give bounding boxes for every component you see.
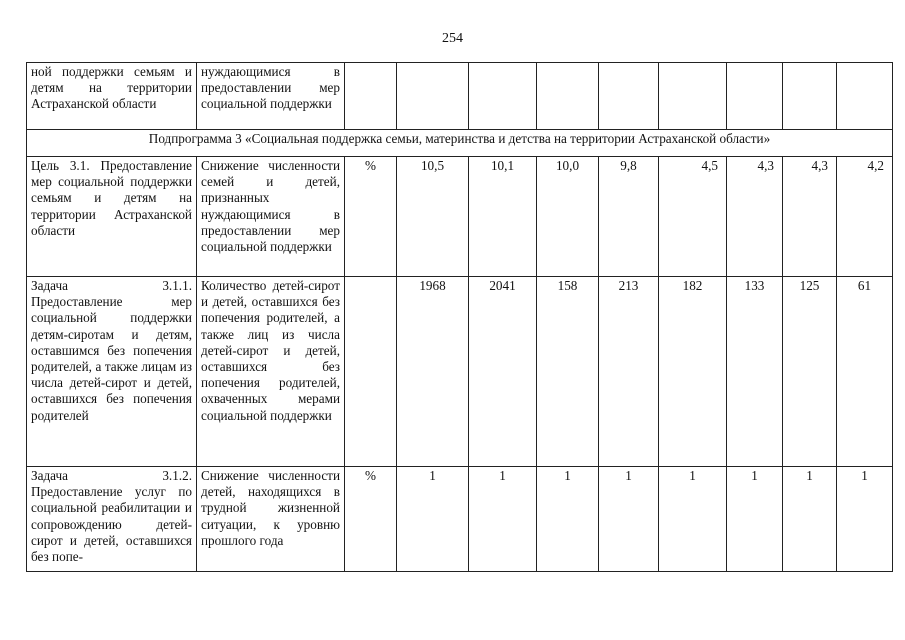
indicator-cell: Количество детей-сирот и детей, оставшихся без попечения родителей, а также лиц из числа детей-сирот и детей, оставшихся без попечения родителей, охваченных мерами социальной поддержки [197, 277, 345, 467]
value-cell [837, 63, 893, 130]
subprogram-row [27, 130, 893, 157]
indicator-cell: Снижение численности детей, находящихся в трудной жизненной ситуации, к уровню прошлого года [197, 467, 345, 572]
table-row [27, 467, 893, 572]
indicator-cell: нуждающимися в предоставлении мер социальной поддержки [197, 63, 345, 130]
value-cell: 125 [783, 277, 837, 467]
value-cell: 182 [659, 277, 727, 467]
value-cell: 61 [837, 277, 893, 467]
table-row [27, 63, 893, 130]
value-cell: 1968 [397, 277, 469, 467]
indicators-table [26, 62, 893, 572]
value-cell: 1 [659, 467, 727, 572]
value-cell: 4,3 [727, 157, 783, 277]
value-cell [659, 63, 727, 130]
value-cell: 10,5 [397, 157, 469, 277]
value-cell: 158 [537, 277, 599, 467]
page-number: 254 [442, 31, 463, 46]
value-cell: 1 [727, 467, 783, 572]
value-cell: 2041 [469, 277, 537, 467]
value-cell: 1 [837, 467, 893, 572]
unit-cell: % [345, 467, 397, 572]
value-cell: 4,5 [659, 157, 727, 277]
value-cell: 4,3 [783, 157, 837, 277]
value-cell: 1 [469, 467, 537, 572]
value-cell [469, 63, 537, 130]
value-cell: 1 [599, 467, 659, 572]
unit-cell [345, 63, 397, 130]
unit-cell: % [345, 157, 397, 277]
indicator-cell: Снижение численности семей и детей, признанных нуждающимися в предоставлении мер социальной поддержки [197, 157, 345, 277]
value-cell: 9,8 [599, 157, 659, 277]
goal-cell: Задача 3.1.1. Предоставление мер социальной поддержки детям-сиротам и детям, оставшимся без попечения родителей, а также лицам из числа детей-сирот и детей, оставшихся без попечения родителей [27, 277, 197, 467]
value-cell: 4,2 [837, 157, 893, 277]
value-cell [783, 63, 837, 130]
value-cell: 1 [537, 467, 599, 572]
goal-cell: Задача 3.1.2. Предоставление услуг по социальной реабилитации и сопровождению детей-сирот и детей, оставшихся без попе- [27, 467, 197, 572]
value-cell [397, 63, 469, 130]
value-cell: 213 [599, 277, 659, 467]
value-cell [727, 63, 783, 130]
value-cell: 133 [727, 277, 783, 467]
value-cell: 10,1 [469, 157, 537, 277]
value-cell [599, 63, 659, 130]
table-row [27, 277, 893, 467]
subprogram-title: Подпрограмма 3 «Социальная поддержка семьи, материнства и детства на территории Астраханской области» [27, 130, 893, 157]
value-cell [537, 63, 599, 130]
table-row [27, 157, 893, 277]
value-cell: 1 [783, 467, 837, 572]
value-cell: 10,0 [537, 157, 599, 277]
unit-cell [345, 277, 397, 467]
value-cell: 1 [397, 467, 469, 572]
goal-cell: Цель 3.1. Предоставление мер социальной поддержки семьям и детям на территории Астраханской области [27, 157, 197, 277]
goal-cell: ной поддержки семьям и детям на территории Астраханской области [27, 63, 197, 130]
